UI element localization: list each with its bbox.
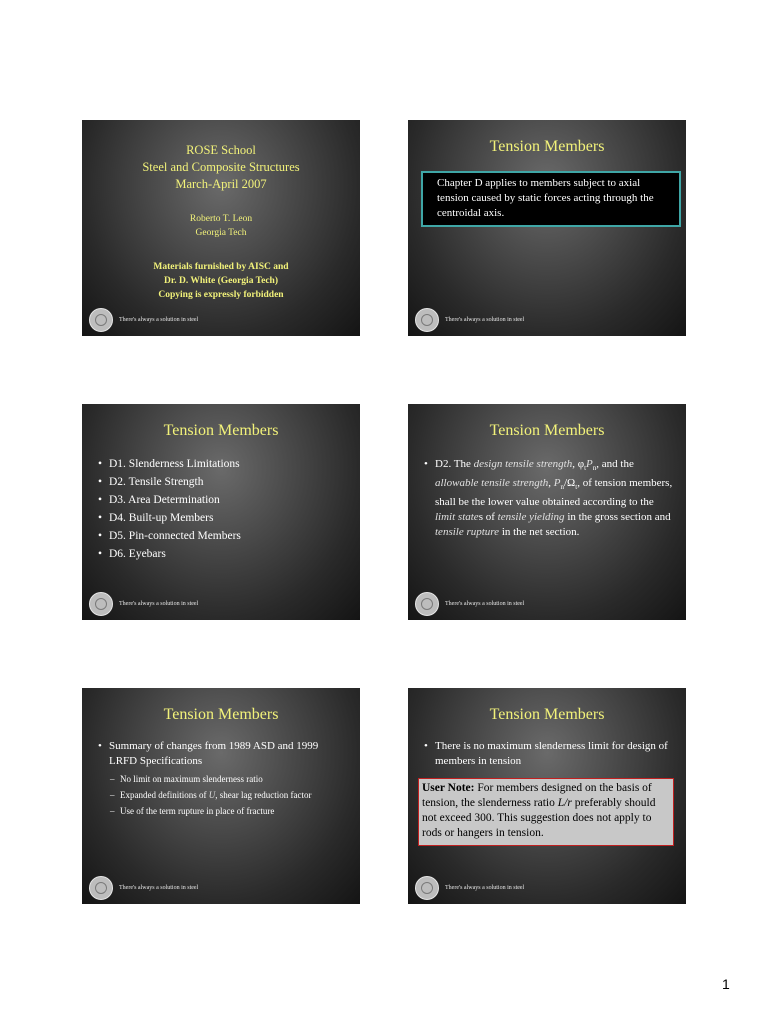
list-item: • D4. Built-up Members — [98, 509, 241, 527]
author-affiliation: Georgia Tech — [195, 228, 247, 238]
course-name: Steel and Composite Structures — [142, 160, 300, 174]
text-run: For members designed on the basis of tension, the slenderness ratio — [422, 782, 652, 809]
subscript: n — [560, 483, 564, 492]
aisc-logo-icon — [89, 592, 113, 616]
credit-line: Dr. D. White (Georgia Tech) — [164, 276, 278, 286]
school-name: ROSE School — [186, 143, 256, 157]
term-tensile-rupture: tensile rupture — [435, 526, 500, 539]
list-item: • D2. Tensile Strength — [98, 473, 241, 491]
slide-4 — [408, 404, 686, 620]
pn-symbol: P — [553, 477, 561, 490]
user-note-label: User Note: — [422, 782, 475, 794]
slide-1 — [82, 120, 360, 336]
term-allowable-tensile-strength: allowable tensile strength — [435, 477, 549, 490]
aisc-logo-icon — [415, 592, 439, 616]
author-name: Roberto T. Leon — [189, 214, 253, 224]
slide-title: Tension Members — [489, 138, 605, 155]
list-item: • D3. Area Determination — [98, 491, 241, 509]
subscript: t — [584, 464, 587, 473]
list-item: • D5. Pin-connected Members — [98, 527, 241, 545]
omega-symbol: Ω — [567, 477, 576, 490]
term-tensile-yielding: tensile yielding — [497, 511, 565, 524]
user-note-box — [418, 778, 674, 846]
chapter-d-box: Chapter D applies to members subject to axial tension caused by static forces acting through the centroidal axis. — [421, 171, 681, 227]
slide-2 — [408, 120, 686, 336]
text-run: in the gross section and — [564, 511, 671, 524]
bullet-marker: • — [424, 458, 428, 470]
text-run: D2. The — [435, 458, 474, 470]
credit-line: Copying is expressly forbidden — [158, 290, 284, 300]
credits — [82, 260, 360, 302]
text-run: preferably should not exceed 300. This suggestion does not apply to rods or hangers in tension. — [422, 797, 656, 839]
summary-text: Summary of changes from 1989 ASD and 1999 LRFD Specifications — [109, 740, 319, 767]
slide-title: Tension Members — [163, 422, 279, 439]
footer-text: There's always a solution in steel — [445, 601, 525, 607]
text-run: , shear lag reduction factor — [215, 790, 312, 800]
pn-symbol: P — [586, 458, 593, 470]
footer-text: There's always a solution in steel — [119, 317, 199, 323]
text-run: in the net section. — [499, 526, 580, 539]
slide-footer — [415, 308, 524, 332]
list-item: – Use of the term rupture in place of fracture — [110, 804, 340, 818]
aisc-logo-icon — [415, 308, 439, 332]
section-list — [98, 455, 241, 563]
footer-text: There's always a solution in steel — [445, 317, 525, 323]
text-run: , and the — [596, 458, 634, 470]
term-limit-state: limit state — [435, 511, 479, 524]
d2-text: D2. The design tensile strength, $\varphi_tP_n$, and the allowable tensile strength, $P_n/\Omega_t$, of tension members, shall be the lower value obtained according to the limit states of tensile yielding in the gross section and tensile rupture in the net section. — [435, 458, 673, 539]
course-dates: March-April 2007 — [175, 177, 267, 191]
text-run: s of — [478, 511, 498, 524]
footer-text: There's always a solution in steel — [445, 885, 525, 891]
bullet-marker: • — [98, 740, 102, 752]
credit-line: Materials furnished by AISC and — [153, 262, 289, 272]
summary-bullet — [98, 739, 348, 769]
aisc-logo-icon — [89, 876, 113, 900]
lr-symbol: L/r — [557, 797, 572, 809]
aisc-logo-icon — [89, 308, 113, 332]
page-number: 1 — [722, 976, 730, 992]
slide-footer — [415, 876, 524, 900]
u-symbol: U — [208, 790, 216, 800]
list-item: • D1. Slenderness Limitations — [98, 455, 241, 473]
list-item — [110, 788, 340, 802]
slide-title: Tension Members — [489, 422, 605, 439]
phi-symbol: φ — [577, 458, 585, 470]
list-item: – No limit on maximum slenderness ratio — [110, 772, 340, 786]
subscript: t — [575, 483, 578, 492]
slide-footer — [415, 592, 524, 616]
list-item: • D6. Eyebars — [98, 545, 241, 563]
bullet-marker: • — [424, 740, 428, 752]
footer-text: There's always a solution in steel — [119, 601, 199, 607]
text-run: Expanded definitions of — [120, 790, 209, 800]
aisc-logo-icon — [415, 876, 439, 900]
slenderness-bullet — [424, 739, 674, 769]
slide-footer — [89, 592, 198, 616]
changes-list — [110, 772, 340, 820]
footer-text: There's always a solution in steel — [119, 885, 199, 891]
term-design-tensile-strength: design tensile strength — [473, 458, 573, 470]
slenderness-text: There is no maximum slenderness limit for design of members in tension — [435, 740, 668, 767]
text-run: , of tension members, shall be the lower value obtained according to the — [435, 477, 673, 509]
slide-3 — [82, 404, 360, 620]
subscript: n — [592, 464, 597, 473]
slide-5 — [82, 688, 360, 904]
slide-6 — [408, 688, 686, 904]
slide-footer — [89, 876, 198, 900]
slide-footer — [89, 308, 198, 332]
author — [82, 212, 360, 240]
slide-title: Tension Members — [489, 706, 605, 723]
slide-title: Tension Members — [163, 706, 279, 723]
d2-paragraph — [424, 457, 674, 540]
course-title — [82, 142, 360, 193]
